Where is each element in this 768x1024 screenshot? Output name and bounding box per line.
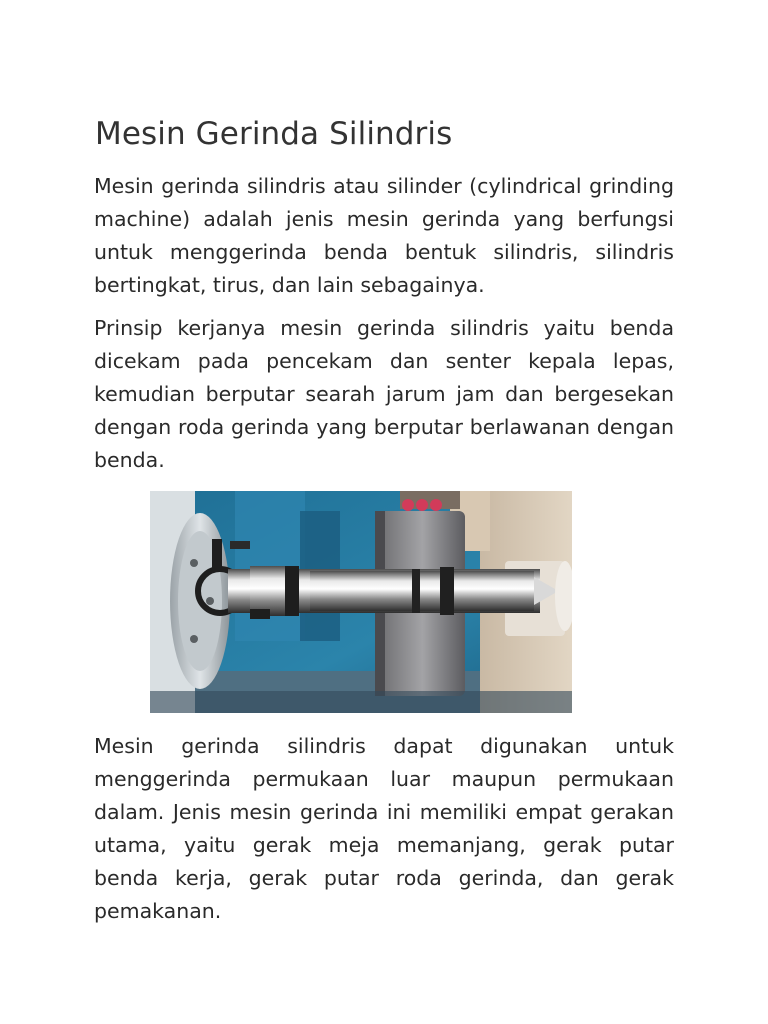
cylindrical-grinding-machine-photo (150, 491, 572, 713)
paragraph-definition: Mesin gerinda silindris atau silinder (cylindrical grinding machine) adalah jenis mesin gerinda yang berfungsi untuk menggerinda benda bentuk silindris, silindris bertingkat, tirus, dan lain sebagainya. (94, 174, 674, 297)
page-title: Mesin Gerinda Silindris (95, 116, 453, 152)
paragraph-uses-and-motions: Mesin gerinda silindris dapat digunakan untuk menggerinda permukaan luar maupun permukaan dalam. Jenis mesin gerinda ini memiliki empat gerakan utama, yaitu gerak meja memanjang, gerak putar benda kerja, gerak putar roda gerinda, dan gerak pemakanan. (94, 734, 674, 923)
paragraph-working-principle: Prinsip kerjanya mesin gerinda silindris yaitu benda dicekam pada pencekam dan senter kepala lepas, kemudian berputar searah jarum jam dan bergesekan dengan roda gerinda yang berputar berlawanan dengan benda. (94, 316, 674, 472)
